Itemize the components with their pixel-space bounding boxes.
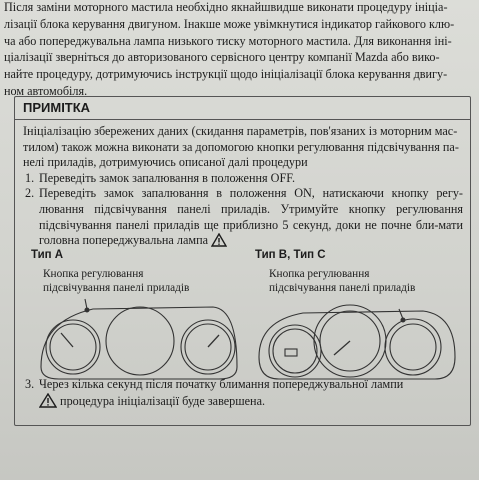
- type-bc-label: Тип В, Тип С: [255, 249, 326, 261]
- step-text: Через кілька секунд після початку блимання попереджувальної лампи: [39, 377, 404, 391]
- steps-list: [23, 171, 463, 249]
- step-3: [23, 377, 463, 409]
- intro-line: ном автомобіля.: [4, 83, 88, 98]
- intro-line: лізації блока керування двигуном. Інакше може увімкнутися індикатор гайкового клю-: [4, 16, 455, 31]
- cluster-drawings: [23, 249, 463, 389]
- type-a-caption-line2: підсвічування панелі приладів: [43, 282, 190, 294]
- step-text-continued: процедура ініціалізації буде завершена.: [60, 393, 266, 408]
- intro-line: Після заміни моторного мастила необхідно якнайшвидше виконати процедуру ініціа-: [4, 0, 448, 14]
- note-lead-line: тилом) також можна виконати за допомогою кнопки регулювання підсвічування па-: [23, 139, 459, 154]
- type-bc-caption-line1: Кнопка регулювання: [269, 268, 370, 280]
- step-2: [23, 186, 463, 248]
- type-bc-cluster: [259, 305, 455, 379]
- step-text: Переведіть замок запалювання в положення OFF.: [39, 170, 296, 185]
- note-lead-line: Ініціалізацію збережених даних (скидання параметрів, пов'язаних із моторним мас-: [23, 124, 458, 138]
- step-number: 2.: [25, 186, 35, 201]
- instrument-cluster-diagrams: [23, 249, 463, 389]
- intro-line: ціалізації зверніться до авторизованого сервісного центру компанії Mazda або вико-: [4, 50, 440, 65]
- intro-paragraph: [4, 0, 472, 100]
- intro-line: найте процедуру, дотримуючись інструкції щодо ініціалізації блока керування двигу-: [4, 67, 448, 82]
- step-number: 3.: [25, 377, 35, 391]
- step-text: Переведіть замок запалювання в положення ON, натискаючи кнопку регу-лювання підсвічування панелі приладів. Утримуйте кнопку регулювання підсвічування панелі приладів ще приблизно 5 секунд, доки не почне бли-мати головна попереджувальна лампа: [39, 186, 463, 248]
- step-1: [23, 171, 463, 187]
- type-a-label: Тип А: [31, 249, 64, 261]
- note-heading: ПРИМІТКА: [15, 97, 470, 120]
- type-a-caption-line1: Кнопка регулювання: [43, 268, 144, 280]
- note-body: [23, 124, 463, 249]
- note-box: [14, 96, 471, 426]
- type-bc-caption-line2: підсвічування панелі приладів: [269, 282, 416, 294]
- type-a-cluster: [41, 299, 237, 379]
- warning-triangle-icon: [211, 233, 227, 247]
- intro-line: ча або попереджувальна лампа низького тиску моторного мастила. Для виконання іні-: [4, 33, 452, 48]
- note-lead-line: нелі приладів, дотримуючись описаної далі процедури: [23, 155, 308, 170]
- step-number: 1.: [25, 170, 35, 185]
- warning-triangle-icon: [39, 393, 57, 408]
